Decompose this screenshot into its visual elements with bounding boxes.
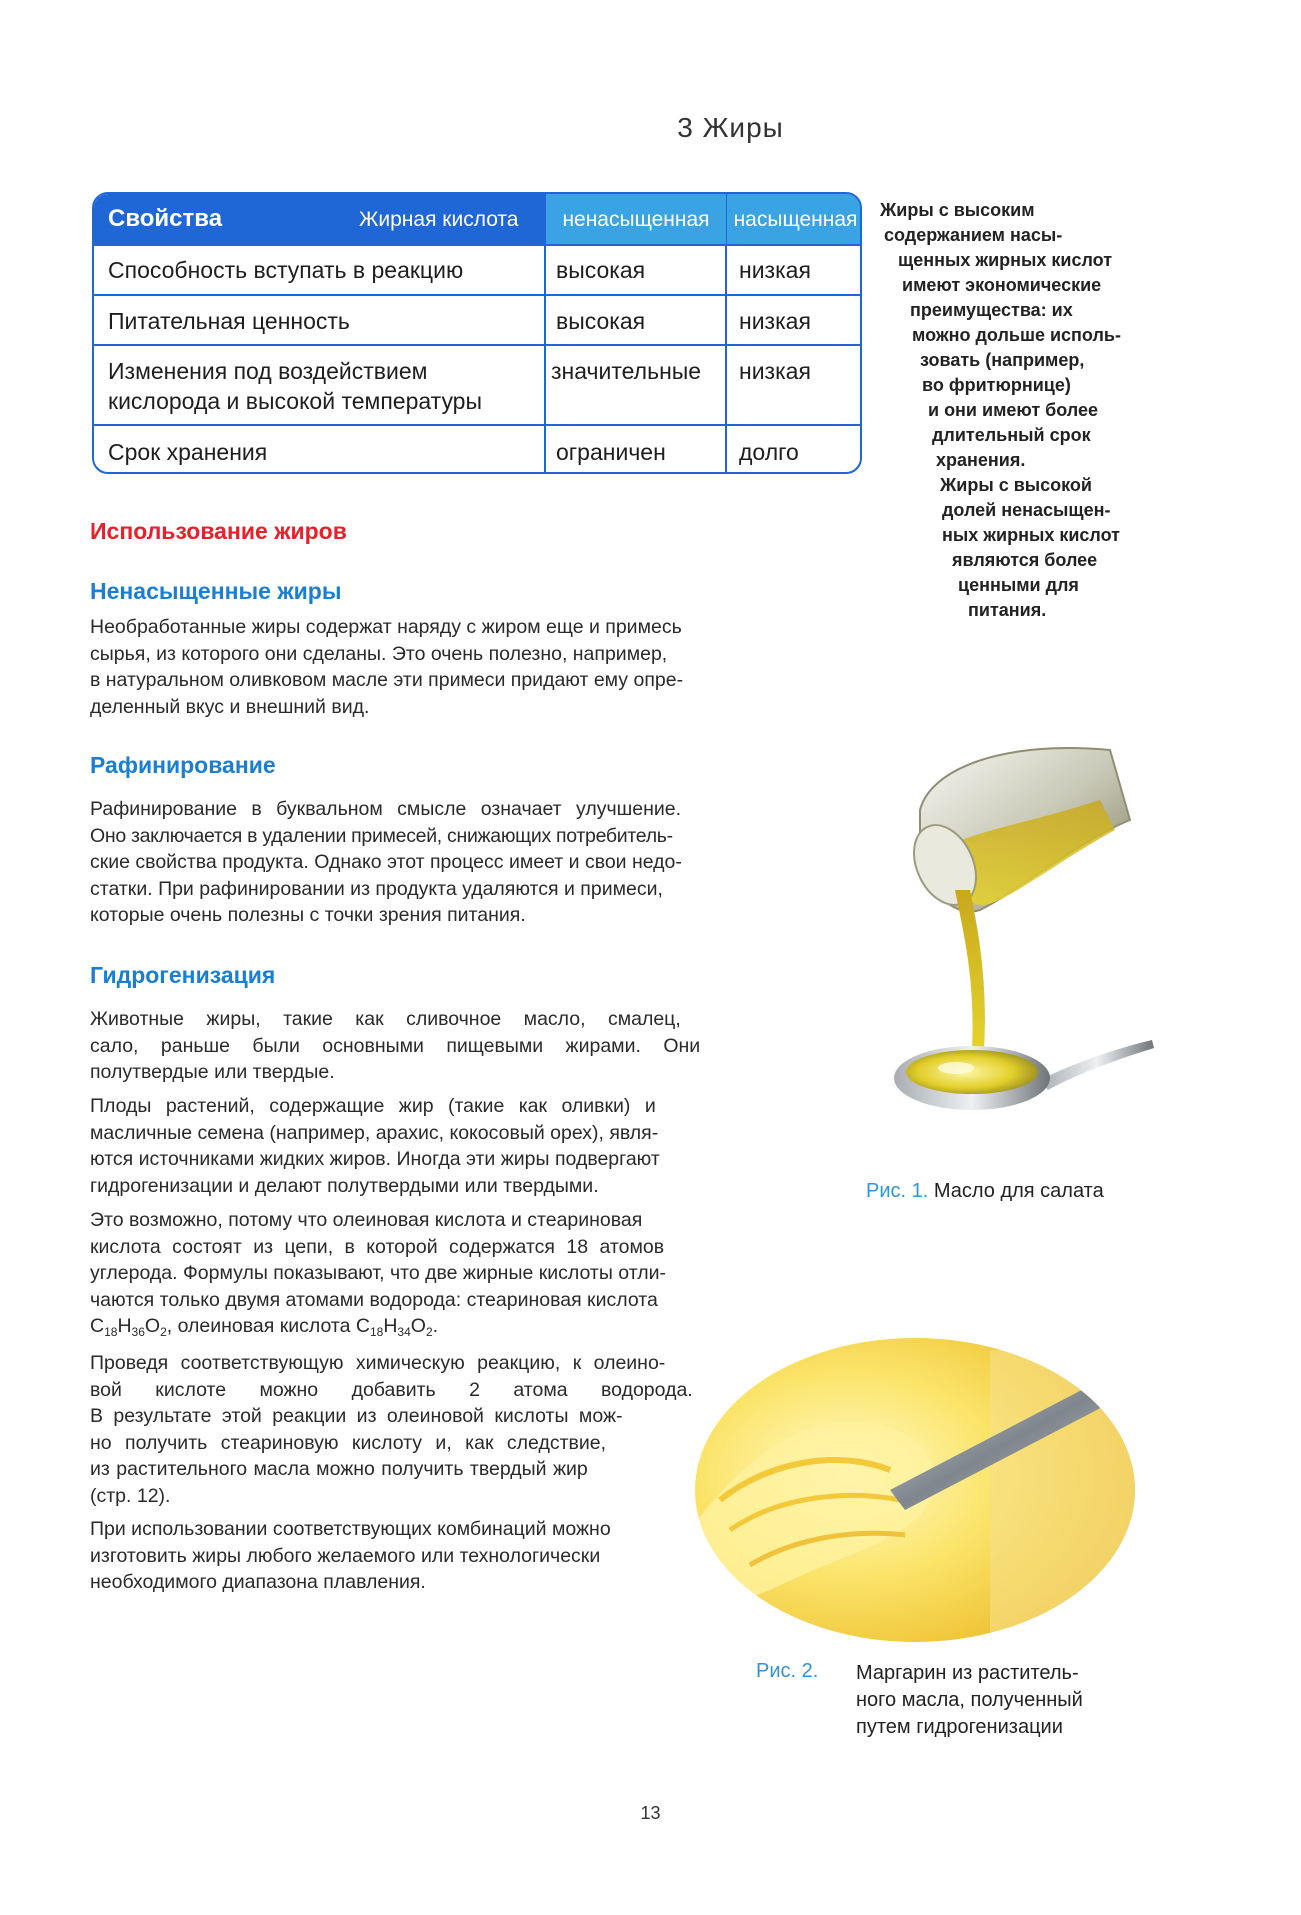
header-fatty-acid: Жирная кислота bbox=[359, 208, 519, 231]
header-saturated: насыщенная bbox=[727, 194, 862, 244]
header-properties: Свойства bbox=[108, 205, 223, 232]
section-title: Использование жиров bbox=[90, 518, 347, 544]
paragraph-hydro-4: Проведя соответствующую химическую реакцию, к олеино- вой кислоте можно добавить 2 атома водорода. В результате этой реакции из олеиновой кислоты мож- но получить стеариновую кислоту и, как следствие, из растительного масла можно получить твердый жир (стр. 12). bbox=[90, 1352, 693, 1507]
margarine-illustration bbox=[690, 1330, 1140, 1650]
paragraph-hydro-3: Это возможно, потому что олеиновая кислота и стеариновая кислота состоят из цепи, в которой содержатся 18 атомов углерода. Формулы показывают, что две жирные кислоты отли- чаются только двумя атомами водорода: стеариновая кислота $C_{18}H_{36}O_2$, олеиновая кислота $C_{18}H_{34}O_2$. bbox=[90, 1207, 750, 1346]
paragraph-hydro-1: Животные жиры, такие как сливочное масло, смалец, сало, раньше были основными пищевыми жирами. Они полутвердые или твердые. bbox=[90, 1008, 701, 1083]
olive-oil-pour-illustration bbox=[860, 740, 1160, 1140]
column-divider bbox=[725, 244, 727, 472]
paragraph-refining: Рафинирование в буквальном смысле означает улучшение. Оно заключается в удалении примесей, снижающих потребитель- ские свойства продукта. Однако этот процесс имеет и свои недо- статки. При рафинировании из продукта удаляются и примеси, которые очень полезны с точки зрения питания. bbox=[90, 798, 682, 926]
heading-hydrogenation: Гидрогенизация bbox=[90, 962, 276, 988]
heading-unsaturated: Ненасыщенные жиры bbox=[90, 578, 342, 604]
table-row: Питательная ценность высокая низкая bbox=[94, 294, 860, 344]
table-row: Срок хранения ограничен долго bbox=[94, 424, 860, 474]
table-row: Изменения под воздействием кислорода и высокой температуры значительные низкая bbox=[94, 344, 860, 424]
column-divider bbox=[544, 244, 546, 472]
page-number: 13 bbox=[640, 1803, 661, 1823]
figure-2-caption: Маргарин из раститель- ного масла, полученный путем гидрогенизации bbox=[856, 1662, 1083, 1738]
paragraph-hydro-5: При использовании соответствующих комбинаций можно изготовить жиры любого желаемого или технологически необходимого диапазона плавления. bbox=[90, 1518, 611, 1593]
fat-properties-table bbox=[92, 192, 862, 474]
paragraph-hydro-2: Плоды растений, содержащие жир (такие как оливки) и масличные семена (например, арахис, кокосовый орех), явля- ются источниками жидких жиров. Иногда эти жиры подвергают гидрогенизации и делают полутвердыми или твердыми. bbox=[90, 1095, 660, 1197]
chapter-title: 3 Жиры bbox=[677, 112, 784, 143]
figure-1-caption: Рис. 1. Масло для салата bbox=[866, 1180, 1104, 1202]
figure-2-label: Рис. 2. bbox=[756, 1660, 819, 1682]
formula-line: $C_{18}H_{36}O_2$, олеиновая кислота $C_{18}H_{34}O_2$. bbox=[90, 1315, 439, 1339]
heading-refining: Рафинирование bbox=[90, 752, 276, 778]
paragraph-unsaturated: Необработанные жиры содержат наряду с жиром еще и примесь сырья, из которого они сделаны. Это очень полезно, например, в натуральном оливковом масле эти примеси придают ему опре- деленный вкус и внешний вид. bbox=[90, 616, 684, 718]
header-unsaturated: ненасыщенная bbox=[546, 194, 726, 244]
side-note: Жиры с высоким содержанием насы- щенных жирных кислот имеют экономические преимущества: их можно дольше исполь- зовать (например, во фритюрнице) и они имеют более длительный срок хранения. Жиры с высокой долей ненасыщен- ных жирных кислот являются более ценными для питания. bbox=[880, 200, 1121, 620]
table-header bbox=[94, 194, 860, 244]
table-row: Способность вступать в реакцию высокая низкая bbox=[94, 244, 860, 294]
